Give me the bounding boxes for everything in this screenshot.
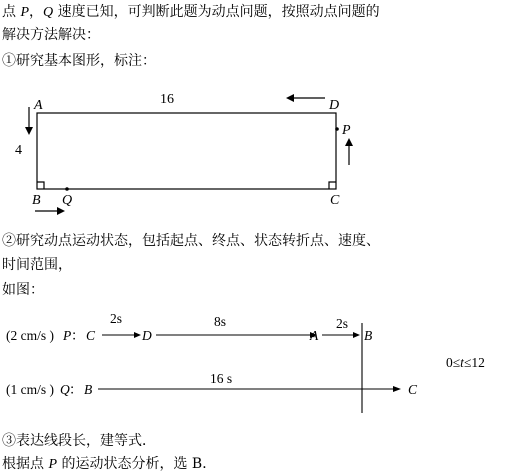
p-point-b-label: B <box>364 328 373 343</box>
intro-line-1 <box>2 3 380 22</box>
conclusion-p-label: P <box>48 457 58 472</box>
q-speed-label: (1 cm/s ) <box>6 382 54 397</box>
arrowhead-up-icon <box>345 138 353 146</box>
arrowhead-left-icon <box>286 94 294 102</box>
arrowhead-right-icon <box>57 207 65 215</box>
p-time-ab-label: 2s <box>336 316 349 331</box>
conclusion-text-b: 的运动状态分析，选 B． <box>57 456 217 472</box>
rectangle-figure <box>0 85 506 230</box>
arrowhead-cd-icon <box>134 332 141 338</box>
point-p-dot <box>335 127 339 131</box>
figure-intro: 如图： <box>2 282 44 298</box>
right-angle-b-marker <box>37 182 44 189</box>
arrowhead-ab-icon <box>353 332 360 338</box>
q-end-c-label: C <box>408 382 418 397</box>
p-time-cd-label: 2s <box>110 311 123 326</box>
side-length-label: 4 <box>15 143 22 158</box>
intro-line-2: 解决方法解决： <box>2 27 100 43</box>
q-time-label: 16 s <box>210 371 233 386</box>
q-colon: ： <box>69 382 83 397</box>
point-p-label: P <box>20 5 30 20</box>
intro-comma: ， <box>29 4 44 20</box>
vertex-a-label: A <box>34 98 43 113</box>
point-q-dot <box>65 187 69 191</box>
step-1-heading: ①研究基本图形，标注： <box>2 53 156 69</box>
motion-timeline-figure <box>0 305 506 425</box>
p-start-c-label: C <box>86 328 96 343</box>
p-speed-label: (2 cm/s ) <box>6 328 54 343</box>
conclusion-text-a: 根据点 <box>2 456 49 472</box>
intro-text-b: 速度已知，可判断此题为动点问题，按照动点问题的 <box>53 4 380 20</box>
step-3-heading: ③表达线段长，建等式． <box>2 433 156 449</box>
point-q-label: Q <box>43 5 54 20</box>
vertex-b-label: B <box>32 193 41 208</box>
p-point-d-label: D <box>142 328 152 343</box>
step-2-heading: ②研究动点运动状态，包括起点、终点、状态转折点、速度、 <box>2 233 380 249</box>
point-p-figure-label: P <box>342 123 351 138</box>
q-name-label: Q <box>60 382 70 397</box>
vertex-c-label: C <box>330 193 340 208</box>
p-colon: ： <box>71 328 85 343</box>
intro-text-a: 点 <box>2 4 21 20</box>
time-range-label: 0≤t≤12 <box>446 355 485 370</box>
p-name-label: P <box>63 328 72 343</box>
arrowhead-bc-icon <box>393 386 401 392</box>
top-length-label: 16 <box>160 92 174 107</box>
step-2-line-2: 时间范围， <box>2 257 72 273</box>
arrowhead-down-icon <box>25 127 33 135</box>
right-angle-c-marker <box>329 182 336 189</box>
p-time-da-label: 8s <box>214 314 227 329</box>
p-point-a-label: A <box>310 328 319 343</box>
q-start-b-label: B <box>84 382 93 397</box>
vertex-d-label: D <box>329 98 340 113</box>
conclusion-line <box>2 455 216 474</box>
point-q-figure-label: Q <box>62 193 73 208</box>
rectangle-abcd <box>37 113 336 189</box>
